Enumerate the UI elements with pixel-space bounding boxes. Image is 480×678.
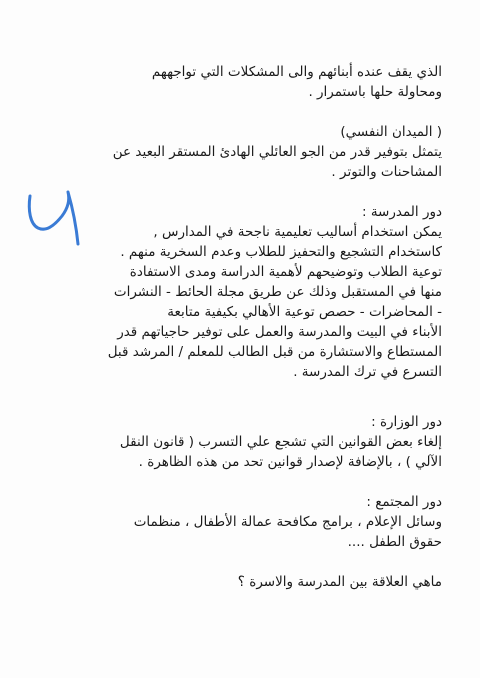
psych-heading: ( الميدان النفسي) [340, 124, 442, 140]
intro-line: الذي يقف عنده أبنائهم والى المشكلات التي تواجههم [151, 64, 442, 80]
intro-line: ومحاولة حلها باستمرار . [308, 84, 442, 100]
school-heading: دور المدرسة : [361, 204, 442, 220]
school-section [54, 202, 442, 382]
society-heading: دور المجتمع : [366, 494, 442, 510]
school-line: كاستخدام التشجيع والتحفيز للطلاب وعدم السخرية منهم . [120, 244, 442, 260]
question-section [54, 572, 442, 592]
intro-paragraph [54, 62, 442, 102]
school-line: منها في المستقبل وذلك عن طريق مجلة الحائط - النشرات [113, 284, 442, 300]
school-line: الأبناء في البيت والمدرسة والعمل على توفير حاجياتهم قدر [117, 324, 442, 340]
school-line: التسرع في ترك المدرسة . [293, 364, 442, 380]
society-line: حقوق الطفل .... [347, 534, 442, 550]
school-line: توعية الطلاب وتوضيحهم لأهمية الدراسة ومدى الاستفادة [129, 264, 442, 280]
ministry-section [54, 412, 442, 472]
school-line: يمكن استخدام أساليب تعليمية ناجحة في المدارس , [153, 224, 442, 240]
psych-line: المشاحنات والتوتر . [331, 164, 442, 180]
psych-section [54, 122, 442, 182]
society-section [54, 492, 442, 552]
ministry-line: إلغاء بعض القوانين التي تشجع علي التسرب ( قانون النقل [119, 434, 442, 450]
school-line: - المحاضرات - حصص توعية الأهالي بكيفية متابعة [167, 304, 442, 320]
society-line: وسائل الإعلام ، برامج مكافحة عمالة الأطفال ، منظمات [133, 514, 442, 530]
question-text: ماهي العلاقة بين المدرسة والاسرة ؟ [237, 574, 442, 590]
school-line: المستطاع والاستشارة من قبل الطالب للمعلم / المرشد قبل [107, 344, 442, 360]
ministry-heading: دور الوزارة : [371, 414, 442, 430]
psych-line: يتمثل بتوفير قدر من الجو العائلي الهادئ المستقر البعيد عن [112, 144, 442, 160]
ministry-line: الآلي ) ، بالإضافة لإصدار قوانين تحد من هذه الظاهرة . [138, 454, 442, 470]
